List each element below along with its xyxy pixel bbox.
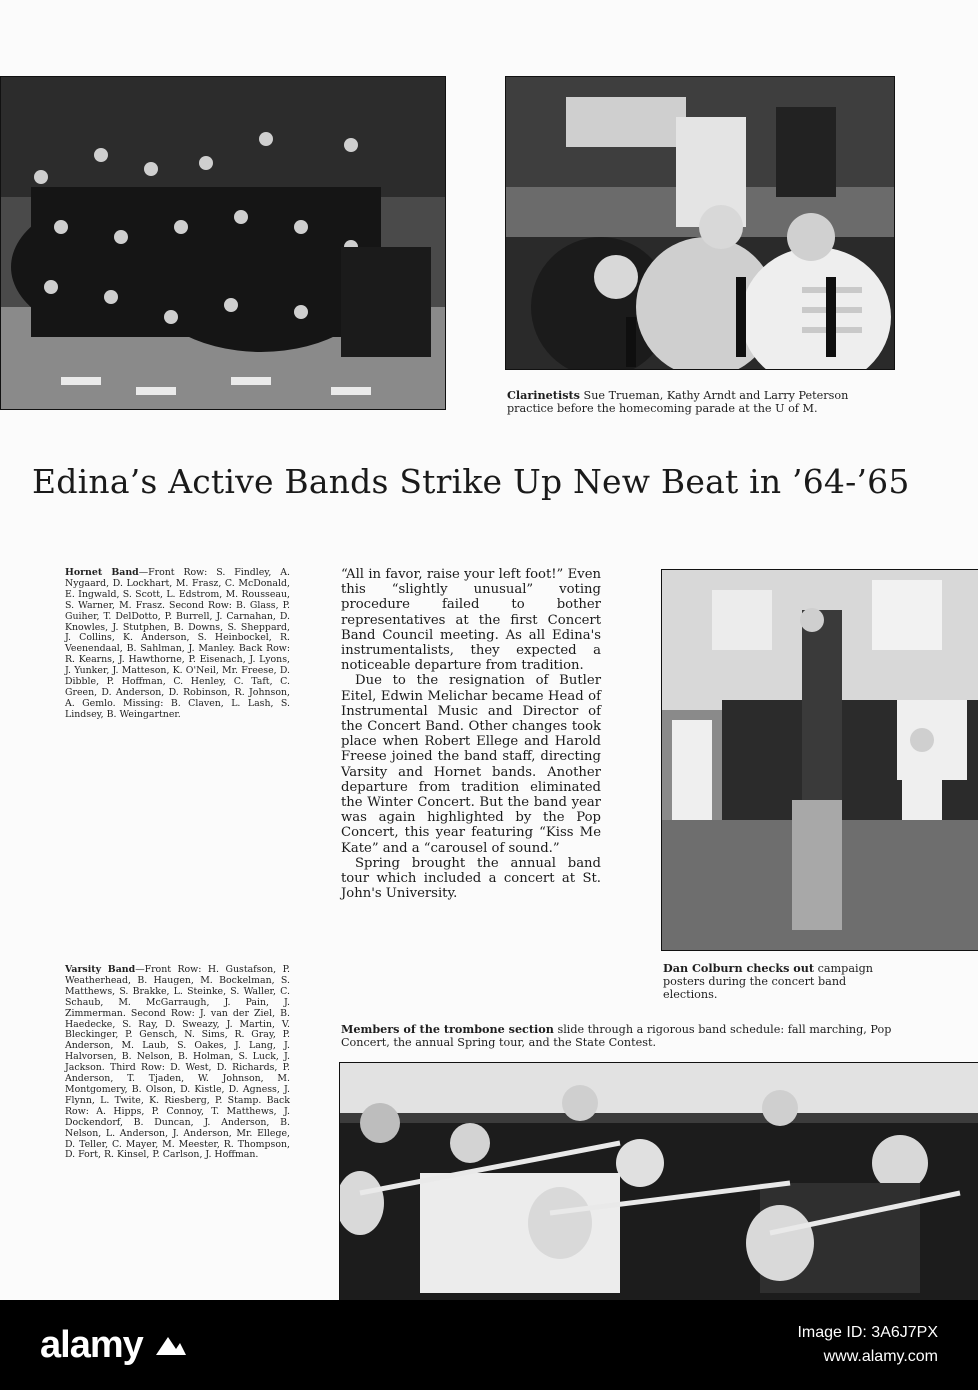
hornet-band-roster — [65, 568, 290, 721]
trombone-caption-lead: Members of the trombone section — [341, 1022, 554, 1036]
alamy-logo-icon — [156, 1331, 186, 1361]
hornet-band-names: —Front Row: S. Findley, A. Nygaard, D. Lockhart, M. Frasz, C. McDonald, E. Ingwald, S. Scott, L. Edstrom, M. Rousseau, S. Warner, M. Frasz. Second Row: B. Glass, P. Guiher, T. DelDotto, P. Burrell, J. Carnahan, D. Knowles, J. Stutphen, B. Downs, S. Sheppard, J. Collins, K. Anderson, S. Heinbockel, R. Veenendaal, B. Sahlman, J. Manley. Back Row: R. Kearns, J. Hawthorne, P. Eisenach, J. Lyons, J. Yunker, J. Matteson, K. O'Neil, Mr. Freese, D. Dibble, P. Hoffman, C. Henley, C. Taft, C. Green, D. Anderson, D. Robinson, R. Johnson, A. Gemlo. Missing: B. Claven, L. Lash, S. Lindsey, B. Weingartner. — [65, 567, 291, 720]
clarinet-caption-lead: Clarinetists — [507, 388, 580, 402]
posters-caption-text: campaign posters during the concert band elections. — [663, 962, 873, 1001]
article-paragraph: Due to the resignation of Butler Eitel, Edwin Melichar became Head of Instrumental Music and Director of the Concert Band. Other changes took place when Robert Ellege and Harold Freese joined the band staff, directing Varsity and Hornet bands. Another departure from tradition eliminated the Winter Concert. But the band year was again highlighted by the Pop Concert, this year featuring “Kiss Me Kate” and a “carousel of sound.” — [341, 673, 601, 856]
trombone-caption — [341, 1023, 901, 1049]
article-paragraph: “All in favor, raise your left foot!” Even this “slightly unusual” voting procedure failed to bother representatives at the first Concert Band Council meeting. As all Edina's instrumentalists, they expected a noticeable departure from tradition. — [341, 567, 601, 674]
hornet-band-title: Hornet Band — [65, 567, 139, 578]
band-group-photo — [0, 76, 446, 410]
trombone-caption-text: slide through a rigorous band schedule: fall marching, Pop Concert, the annual Spring tour, and the State Contest. — [341, 1023, 892, 1049]
page-headline: Edina’s Active Bands Strike Up New Beat in ’64-’65 — [32, 462, 910, 501]
clarinet-photo — [505, 76, 895, 370]
footer-brand — [0, 1300, 978, 1390]
posters-photo — [661, 569, 978, 951]
article-body — [341, 567, 601, 901]
footer-info — [797, 1324, 938, 1366]
image-id: Image ID: 3A6J7PX — [797, 1324, 938, 1341]
article-paragraph: Spring brought the annual band tour which included a concert at St. John's University. — [341, 855, 601, 902]
trombone-photo — [339, 1062, 978, 1302]
clarinet-caption-text: Sue Trueman, Kathy Arndt and Larry Peterson practice before the homecoming parade at the U of M. — [507, 389, 849, 415]
clarinet-caption — [507, 389, 897, 415]
alamy-logo — [40, 1324, 186, 1367]
alamy-wordmark: alamy — [40, 1323, 143, 1366]
varsity-band-names: —Front Row: H. Gustafson, P. Weatherhead, B. Haugen, M. Bockelman, S. Matthews, S. Brakke, L. Steinke, S. Waller, C. Schaub, M. McGarraugh, J. Pain, J. Zimmerman. Second Row: J. van der Ziel, B. Haedecke, S. Ray, D. Sweazy, J. Martin, V. Bleckinger, P. Gensch, N. Sims, R. Gray, P. Anderson, M. Laub, S. Oakes, J. Lang, J. Halvorsen, B. Nelson, B. Holman, S. Luck, J. Jackson. Third Row: D. West, D. Richards, P. Anderson, T. Tjaden, W. Johnson, M. Montgomery, B. Olson, D. Kistle, D. Agness, J. Flynn, L. Twite, K. Riesberg, P. Stamp. Back Row: A. Hipps, P. Connoy, T. Matthews, J. Dockendorf, B. Duncan, J. Anderson, B. Nelson, L. Anderson, J. Anderson, Mr. Ellege, D. Teller, C. Mayer, M. Meester, R. Thompson, D. Fort, R. Kinsel, P. Carlson, J. Hoffman. — [65, 964, 290, 1161]
site-url[interactable]: www.alamy.com — [823, 1348, 938, 1365]
posters-caption-lead: Dan Colburn checks out — [663, 961, 815, 975]
varsity-band-roster — [65, 965, 290, 1161]
varsity-band-title: Varsity Band — [65, 964, 136, 975]
posters-caption — [663, 962, 903, 1001]
